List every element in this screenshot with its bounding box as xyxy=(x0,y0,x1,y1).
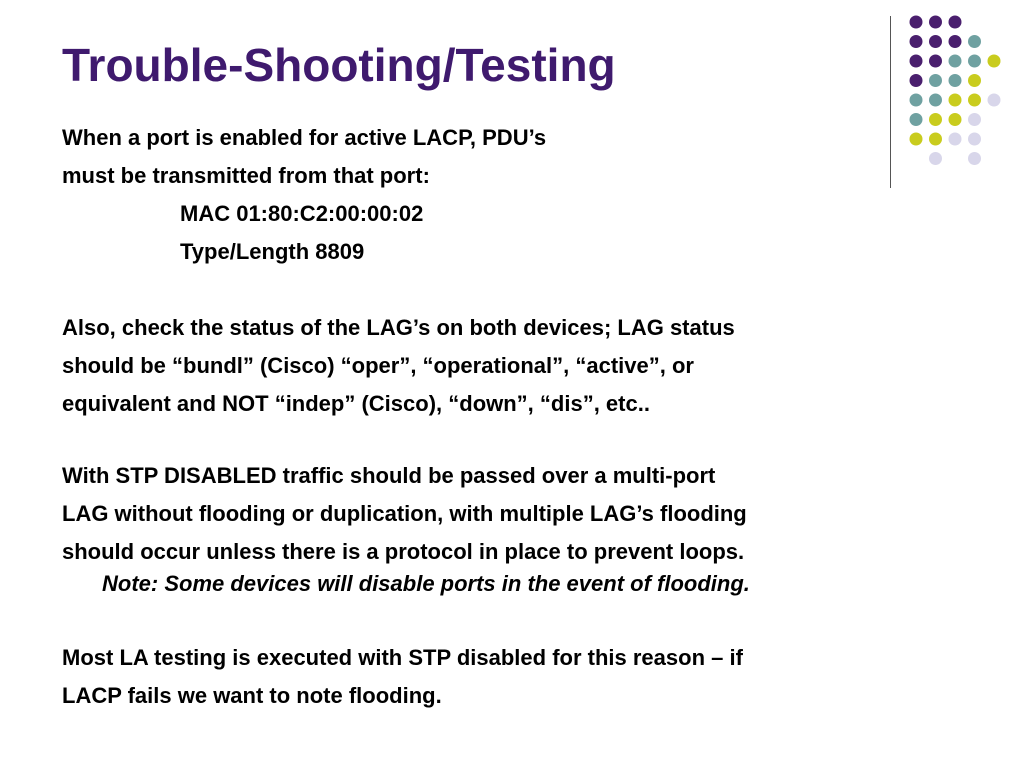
decorative-dot xyxy=(968,55,981,68)
decorative-dot xyxy=(968,35,981,48)
type-length-line: Type/Length 8809 xyxy=(180,239,365,264)
decorative-dot xyxy=(968,152,981,165)
body-line: Also, check the status of the LAG’s on both devices; LAG status xyxy=(62,315,735,340)
body-line: LACP fails we want to note flooding. xyxy=(62,683,442,708)
decorative-dot xyxy=(949,113,962,126)
body-line: should occur unless there is a protocol in place to prevent loops. xyxy=(62,539,745,564)
decorative-dot xyxy=(968,74,981,87)
slide-title: Trouble-Shooting/Testing xyxy=(62,39,616,91)
decorative-dot xyxy=(910,16,923,29)
decorative-dot xyxy=(929,94,942,107)
decorative-dot xyxy=(988,94,1001,107)
decorative-dot xyxy=(910,35,923,48)
body-line: should be “bundl” (Cisco) “oper”, “operational”, “active”, or xyxy=(62,353,694,378)
decorative-dot xyxy=(988,55,1001,68)
decorative-dot xyxy=(929,74,942,87)
decorative-dot xyxy=(949,55,962,68)
decorative-dot xyxy=(929,133,942,146)
decorative-dot xyxy=(949,94,962,107)
body-line: With STP DISABLED traffic should be passed over a multi-port xyxy=(62,463,716,488)
body-line: equivalent and NOT “indep” (Cisco), “down”, “dis”, etc.. xyxy=(62,391,650,416)
divider-line xyxy=(890,16,891,188)
body-line: must be transmitted from that port: xyxy=(62,163,430,188)
mac-address-line: MAC 01:80:C2:00:00:02 xyxy=(180,201,424,226)
decorative-dot xyxy=(929,16,942,29)
decorative-dot xyxy=(910,113,923,126)
body-line: Most LA testing is executed with STP disabled for this reason – if xyxy=(62,645,743,670)
decorative-dot xyxy=(949,35,962,48)
decorative-dot xyxy=(910,55,923,68)
note-line: Note: Some devices will disable ports in the event of flooding. xyxy=(102,571,750,596)
decorative-dot xyxy=(910,133,923,146)
decorative-dot xyxy=(910,94,923,107)
decorative-dot xyxy=(929,35,942,48)
decorative-dot xyxy=(910,74,923,87)
decorative-dot xyxy=(929,152,942,165)
decorative-dot xyxy=(968,133,981,146)
dot-grid-decoration xyxy=(904,10,1014,170)
decorative-dot xyxy=(968,113,981,126)
body-line: When a port is enabled for active LACP, PDU’s xyxy=(62,125,547,150)
decorative-dot xyxy=(929,113,942,126)
decorative-dot xyxy=(949,74,962,87)
decorative-dot xyxy=(949,133,962,146)
decorative-dot xyxy=(929,55,942,68)
decorative-dot xyxy=(968,94,981,107)
body-line: LAG without flooding or duplication, with multiple LAG’s flooding xyxy=(62,501,747,526)
decorative-dot xyxy=(949,16,962,29)
